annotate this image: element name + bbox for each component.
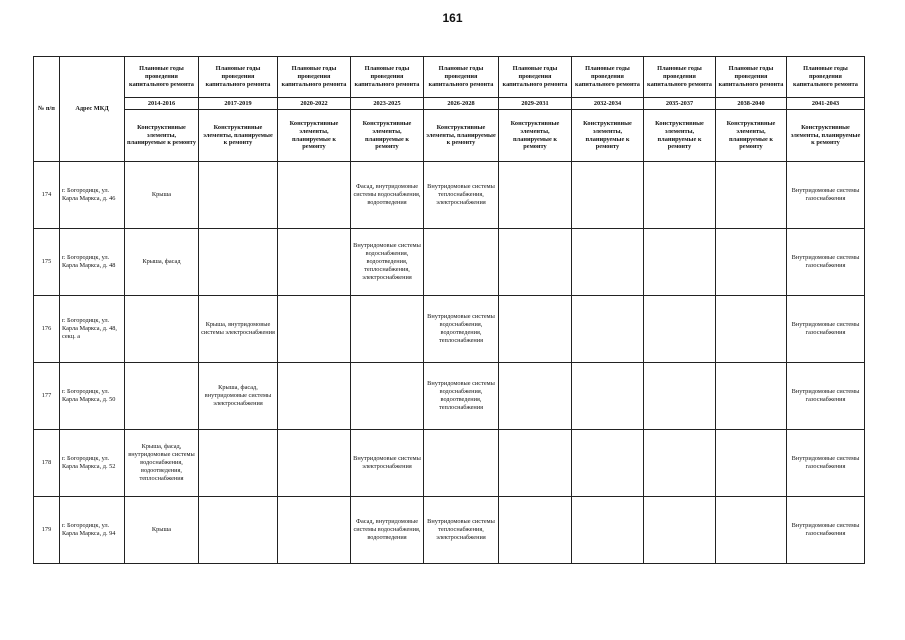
row-cell-2029-2031 [499,497,572,564]
row-cell-2032-2034 [572,229,644,296]
row-cell-2023-2025: Внутридомовые системы электроснабжения [351,430,424,497]
row-cell-2026-2028 [424,229,499,296]
col-header-plan-years: Плановые годы проведения капитального ремонта [424,57,499,98]
col-header-no: № п/п [34,57,60,162]
col-header-elements: Конструктивные элементы, планируемые к ремонту [278,110,351,162]
row-cell-2032-2034 [572,363,644,430]
col-header-plan-years: Плановые годы проведения капитального ремонта [787,57,865,98]
row-address: г. Богородицк, ул. Карла Маркса, д. 94 [60,497,125,564]
row-cell-2038-2040 [716,497,787,564]
col-header-elements: Конструктивные элементы, планируемые к ремонту [572,110,644,162]
col-header-plan-years: Плановые годы проведения капитального ремонта [125,57,199,98]
row-cell-2038-2040 [716,430,787,497]
row-number: 174 [34,162,60,229]
row-cell-2035-2037 [644,229,716,296]
row-cell-2026-2028: Внутридомовые системы теплоснабжения, электроснабжения [424,162,499,229]
col-header-period: 2017-2019 [199,98,278,110]
row-number: 176 [34,296,60,363]
row-number: 177 [34,363,60,430]
row-cell-2023-2025: Внутридомовые системы водоснабжения, водоотведения, теплоснабжения, электроснабжения [351,229,424,296]
row-cell-2032-2034 [572,162,644,229]
row-cell-2020-2022 [278,497,351,564]
row-cell-2017-2019 [199,162,278,229]
table-row [34,162,865,229]
table-row [34,430,865,497]
table-row [34,497,865,564]
row-cell-2014-2016: Крыша [125,497,199,564]
col-header-period: 2041-2043 [787,98,865,110]
row-cell-2038-2040 [716,229,787,296]
row-cell-2026-2028 [424,430,499,497]
row-cell-2020-2022 [278,162,351,229]
col-header-plan-years: Плановые годы проведения капитального ремонта [716,57,787,98]
row-cell-2038-2040 [716,363,787,430]
table-row [34,296,865,363]
row-cell-2014-2016: Крыша, фасад, внутридомовые системы водоснабжения, водоотведения, теплоснабжения [125,430,199,497]
col-header-elements: Конструктивные элементы, планируемые к ремонту [199,110,278,162]
row-cell-2023-2025: Фасад, внутридомовые системы водоснабжения, водоотведения [351,162,424,229]
row-cell-2041-2043: Внутридомовые системы газоснабжения [787,363,865,430]
row-cell-2041-2043: Внутридомовые системы газоснабжения [787,162,865,229]
row-cell-2014-2016 [125,296,199,363]
row-address: г. Богородицк, ул. Карла Маркса, д. 48 [60,229,125,296]
header-row-elements [34,110,865,162]
col-header-address: Адрес МКД [60,57,125,162]
row-cell-2029-2031 [499,430,572,497]
col-header-plan-years: Плановые годы проведения капитального ремонта [644,57,716,98]
row-cell-2041-2043: Внутридомовые системы газоснабжения [787,430,865,497]
row-address: г. Богородицк, ул. Карла Маркса, д. 50 [60,363,125,430]
row-cell-2020-2022 [278,363,351,430]
col-header-plan-years: Плановые годы проведения капитального ремонта [499,57,572,98]
row-cell-2023-2025 [351,363,424,430]
row-cell-2041-2043: Внутридомовые системы газоснабжения [787,296,865,363]
col-header-period: 2038-2040 [716,98,787,110]
col-header-period: 2020-2022 [278,98,351,110]
col-header-elements: Конструктивные элементы, планируемые к ремонту [716,110,787,162]
row-cell-2035-2037 [644,363,716,430]
header-row-plan [34,57,865,98]
page-number: 161 [442,11,463,25]
col-header-elements: Конструктивные элементы, планируемые к ремонту [499,110,572,162]
row-cell-2029-2031 [499,162,572,229]
row-number: 178 [34,430,60,497]
row-cell-2038-2040 [716,162,787,229]
row-cell-2020-2022 [278,430,351,497]
col-header-plan-years: Плановые годы проведения капитального ремонта [278,57,351,98]
col-header-period: 2023-2025 [351,98,424,110]
row-cell-2035-2037 [644,296,716,363]
row-cell-2017-2019 [199,229,278,296]
table-row [34,363,865,430]
col-header-period: 2035-2037 [644,98,716,110]
row-address: г. Богородицк, ул. Карла Маркса, д. 46 [60,162,125,229]
col-header-elements: Конструктивные элементы, планируемые к ремонту [644,110,716,162]
row-number: 179 [34,497,60,564]
row-address: г. Богородицк, ул. Карла Маркса, д. 48, секц. а [60,296,125,363]
row-cell-2029-2031 [499,363,572,430]
row-cell-2029-2031 [499,229,572,296]
row-address: г. Богородицк, ул. Карла Маркса, д. 52 [60,430,125,497]
col-header-period: 2026-2028 [424,98,499,110]
row-cell-2032-2034 [572,430,644,497]
col-header-plan-years: Плановые годы проведения капитального ремонта [199,57,278,98]
row-cell-2035-2037 [644,430,716,497]
col-header-plan-years: Плановые годы проведения капитального ремонта [351,57,424,98]
table-row [34,229,865,296]
row-cell-2035-2037 [644,497,716,564]
col-header-elements: Конструктивные элементы, планируемые к ремонту [787,110,865,162]
row-cell-2017-2019 [199,430,278,497]
row-cell-2038-2040 [716,296,787,363]
row-cell-2026-2028: Внутридомовые системы теплоснабжения, электроснабжения [424,497,499,564]
header-row-periods [34,98,865,110]
col-header-period: 2014-2016 [125,98,199,110]
row-cell-2023-2025 [351,296,424,363]
row-cell-2041-2043: Внутридомовые системы газоснабжения [787,229,865,296]
col-header-period: 2032-2034 [572,98,644,110]
col-header-elements: Конструктивные элементы, планируемые к ремонту [424,110,499,162]
col-header-elements: Конструктивные элементы, планируемые к ремонту [125,110,199,162]
row-cell-2041-2043: Внутридомовые системы газоснабжения [787,497,865,564]
capital-repair-table [33,56,865,564]
row-cell-2035-2037 [644,162,716,229]
row-cell-2023-2025: Фасад, внутридомовые системы водоснабжения, водоотведения [351,497,424,564]
row-cell-2017-2019 [199,497,278,564]
row-cell-2017-2019: Крыша, фасад, внутридомовые системы электроснабжения [199,363,278,430]
row-cell-2017-2019: Крыша, внутридомовые системы электроснабжения [199,296,278,363]
col-header-plan-years: Плановые годы проведения капитального ремонта [572,57,644,98]
row-cell-2032-2034 [572,497,644,564]
col-header-period: 2029-2031 [499,98,572,110]
row-cell-2032-2034 [572,296,644,363]
row-cell-2014-2016: Крыша, фасад [125,229,199,296]
row-cell-2014-2016 [125,363,199,430]
row-cell-2020-2022 [278,229,351,296]
row-cell-2026-2028: Внутридомовые системы водоснабжения, водоотведения, теплоснабжения [424,296,499,363]
row-cell-2014-2016: Крыша [125,162,199,229]
col-header-elements: Конструктивные элементы, планируемые к ремонту [351,110,424,162]
row-cell-2020-2022 [278,296,351,363]
row-cell-2029-2031 [499,296,572,363]
row-cell-2026-2028: Внутридомовые системы водоснабжения, водоотведения, теплоснабжения [424,363,499,430]
row-number: 175 [34,229,60,296]
